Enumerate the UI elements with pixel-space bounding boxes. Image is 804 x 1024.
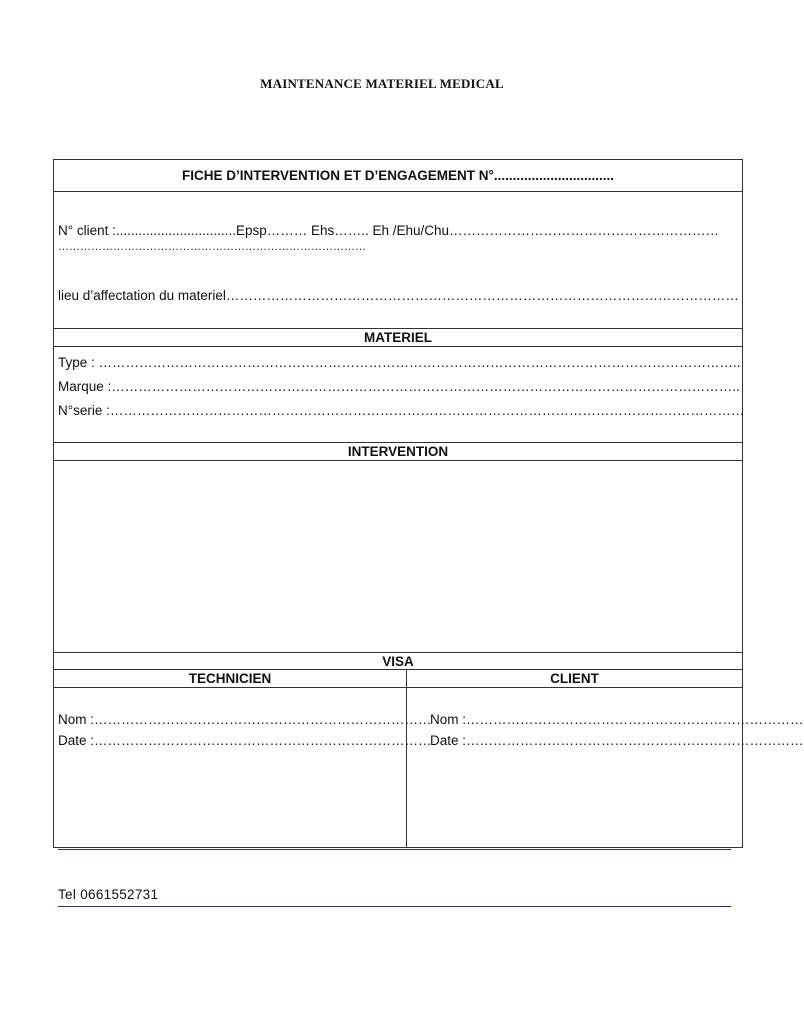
type-line: Type : …………………………………………………………………………………………………………………………….. — [58, 355, 741, 370]
location-line: lieu d’affectation du materiel…………………………………………………………………………………………………… — [58, 288, 739, 303]
marque-line: Marque :………………………………………………………………………………………………………………………….. — [58, 379, 740, 394]
footer-rule — [58, 849, 731, 850]
column-divider — [406, 669, 407, 848]
intervention-header: INTERVENTION — [347, 444, 449, 459]
client-line: N° client :................................Epsp……… Ehs…….. Eh /Ehu/Chu…………………………………………………… — [58, 223, 720, 238]
technicien-header: TECHNICIEN — [188, 671, 272, 686]
visa-header: VISA — [382, 654, 414, 669]
intervention-form — [53, 159, 804, 848]
client-header: CLIENT — [550, 671, 599, 686]
divider — [54, 687, 742, 688]
client-nom: Nom :………………………………………………………………… — [430, 712, 804, 727]
divider — [54, 460, 742, 461]
client-line-continuation: ………………………………………………………………………… — [58, 241, 366, 253]
serie-line: N°serie :…………………………………………………………………………………………………………………………… — [58, 403, 745, 418]
divider — [54, 328, 742, 329]
client-date: Date :………………………………………………………………… — [430, 733, 804, 748]
footer-rule — [58, 906, 731, 907]
telephone: Tel 0661552731 — [58, 887, 159, 902]
divider — [54, 669, 742, 670]
divider — [54, 346, 742, 347]
divider — [54, 442, 742, 443]
technicien-date: Date :………………………………………………………………… — [58, 733, 432, 748]
document-title: MAINTENANCE MATERIEL MEDICAL — [260, 76, 504, 91]
technicien-nom: Nom :………………………………………………………………… — [58, 712, 432, 727]
materiel-header: MATERIEL — [364, 330, 432, 345]
divider — [54, 191, 742, 192]
divider — [54, 652, 742, 653]
form-header: FICHE D’INTERVENTION ET D’ENGAGEMENT N°................................ — [182, 168, 614, 183]
